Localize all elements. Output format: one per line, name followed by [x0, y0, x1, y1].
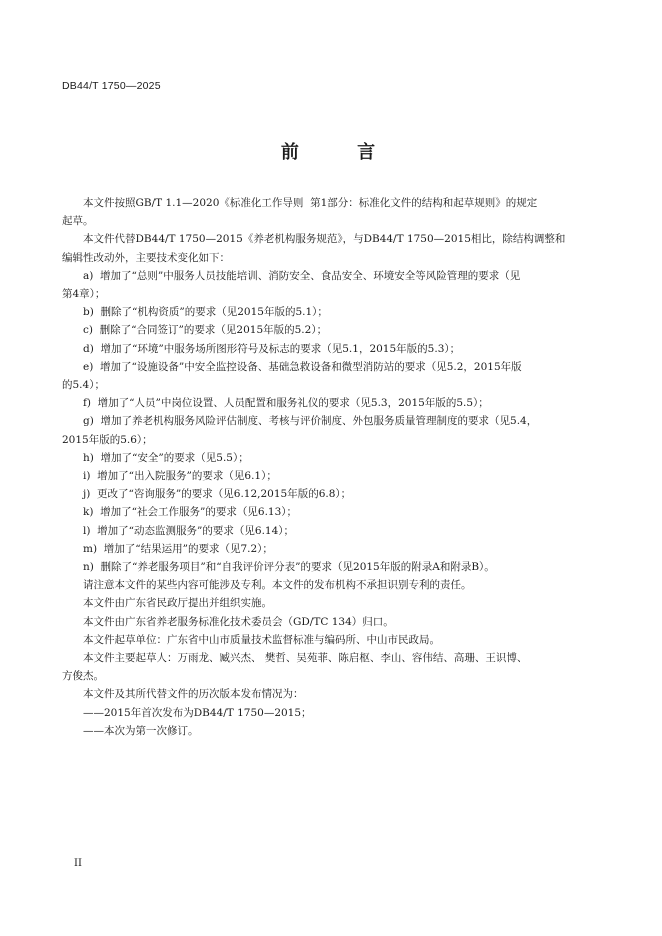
change-item-e: e) 增加了“设施设备”中安全监控设备、基础急救设备和微型消防站的要求（见5.2，2015年版: [83, 360, 522, 373]
change-item-g-cont: 2015年版的5.6）；: [62, 433, 153, 446]
change-item-d: d) 增加了“环境”中服务场所图形符号及标志的要求（见5.1，2015年版的5.3）；: [83, 342, 461, 355]
intro-line-1: 本文件按照GB/T 1.1—2020《标准化工作导则 第1部分：标准化文件的结构和起草规则》的规定: [83, 197, 538, 209]
history-item: ——2015年首次发布为DB44/T 1750—2015；: [83, 706, 312, 719]
change-item-a-cont: 第4章）；: [62, 288, 106, 301]
document-body: [62, 194, 598, 740]
drafters: 本文件主要起草人：万雨龙、臧兴杰、 樊哲、吴苑菲、陈启枢、李山、容伟结、高珊、王识博、: [83, 652, 528, 665]
change-item-l: l) 增加了“动态监测服务”的要求（见6.14）；: [83, 524, 295, 537]
history-intro: 本文件及其所代替文件的历次版本发布情况为：: [83, 688, 304, 701]
change-item-e-cont: 的5.4）；: [62, 379, 105, 392]
document-code: DB44/T 1750—2025: [62, 80, 161, 92]
change-item-j: j) 更改了“咨询服务”的要求（见6.12,2015年版的6.8）；: [83, 488, 352, 501]
change-item-i: i) 增加了“出入院服务”的要求（见6.1）；: [83, 470, 277, 483]
proposer-statement: 本文件由广东省民政厅提出并组织实施。: [83, 597, 272, 610]
page-number: II: [74, 858, 82, 869]
committee-statement: 本文件由广东省养老服务标准化技术委员会（GD/TC 134）归口。: [83, 615, 394, 628]
page-title: 前 言: [280, 142, 402, 163]
change-item-g: g) 增加了养老机构服务风险评估制度、考核与评价制度、外包服务质量管理制度的要求（见5.4，: [83, 415, 538, 428]
change-item-c: c) 删除了“合同签订”的要求（见2015年版的5.2）；: [83, 324, 328, 337]
history-item: ——本次为第一次修订。: [83, 724, 199, 737]
intro-line-3: 本文件代替DB44/T 1750—2015《养老机构服务规范》，与DB44/T 1750—2015相比，除结构调整和: [83, 233, 566, 246]
change-item-b: b) 删除了“机构资质”的要求（见2015年版的5.1）；: [83, 306, 328, 319]
change-item-m: m) 增加了“结果运用”的要求（见7.2）；: [83, 542, 273, 555]
drafters-cont: 方俊杰。: [62, 670, 104, 683]
patent-notice: 请注意本文件的某些内容可能涉及专利。本文件的发布机构不承担识别专利的责任。: [83, 579, 472, 592]
change-item-n: n) 删除了“养老服务项目”和“自我评价评分表”的要求（见2015年版的附录A和附录B）。: [83, 561, 495, 574]
intro-line-2: 起草。: [62, 215, 94, 228]
change-item-a: a) 增加了“总则”中服务人员技能培训、消防安全、食品安全、环境安全等风险管理的要求（见: [83, 269, 521, 282]
change-item-f: f) 增加了“人员”中岗位设置、人员配置和服务礼仪的要求（见5.3，2015年版的5.5）；: [83, 397, 489, 410]
change-item-k: k) 增加了“社会工作服务”的要求（见6.13）；: [83, 506, 298, 519]
drafting-units: 本文件起草单位：广东省中山市质量技术监督标准与编码所、中山市民政局。: [83, 633, 440, 646]
change-item-h: h) 增加了“安全”的要求（见5.5）；: [83, 451, 249, 464]
intro-line-4: 编辑性改动外，主要技术变化如下：: [62, 251, 230, 264]
